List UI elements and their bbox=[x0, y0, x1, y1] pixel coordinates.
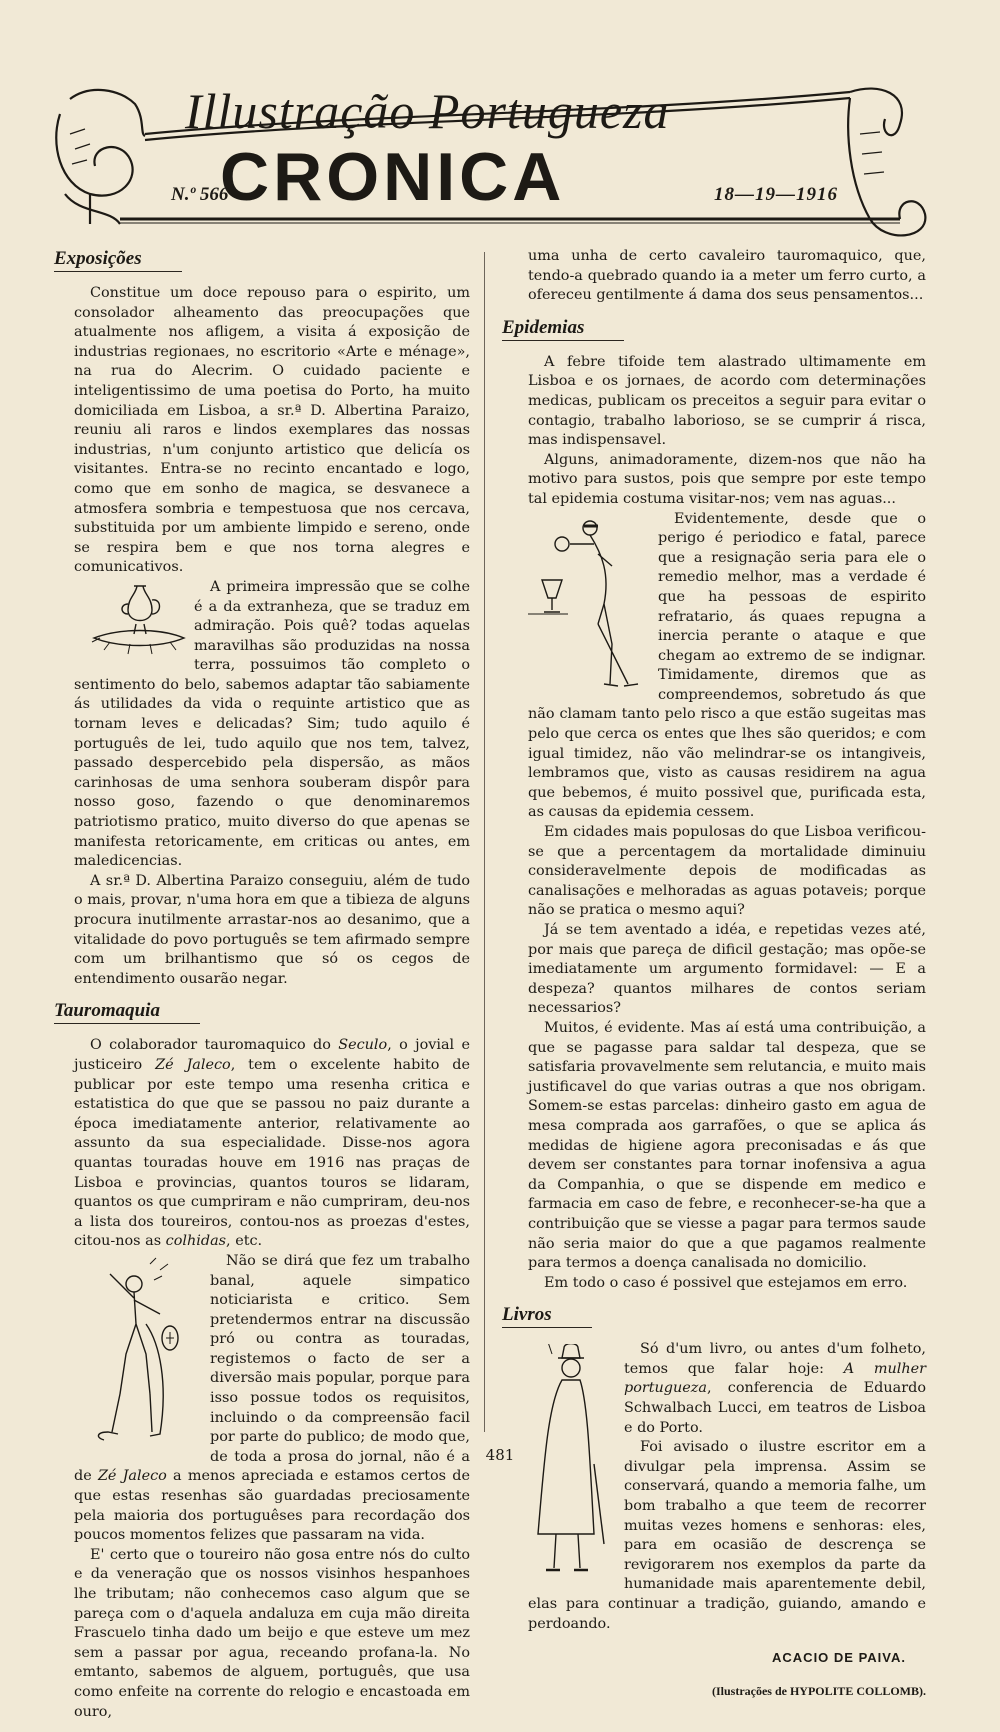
livros-paragraph: Só d'um livro, ou antes d'um folheto, temos que falar hoje: A mulher portugueza, conferencia de Eduardo Schwalbach Lucci, em teatros de Lisboa e do Porto. bbox=[528, 1340, 926, 1438]
heading-tauromaquia: Tauromaquia bbox=[54, 999, 200, 1024]
exposicoes-paragraph: Constitue um doce repouso para o espirito, um consolador alheamento das preocupações que atualmente nos afligem, a visita á exposição de industrias regionaes, no escritorio «Arte e ménage», na rua do Alecrim. O cuidado paciente e inteligentissimo de uma poetisa do Porto, ha muito domiciliada em Lisboa, a sr.ª D. Albertina Paraizo, reuniu ali raros e lindos exemplares das nossas industrias, n'um conjunto artistico que delicía os visitantes. Entra-se no recinto encantado e logo, como que em sonho de magica, se desvanece a atmosfera sombria e tempestuosa que nos cercava, substituida por um ambiente limpido e sereno, onde se respira bem e que nos torna alegres e comunicativos. bbox=[74, 285, 470, 576]
column-divider bbox=[484, 252, 485, 1432]
epidemias-paragraph: Já se tem aventado a idéa, e repetidas vezes até, por mais que pareça de dificil gestação; mas opõe-se imediatamente um argumento formidavel: — E a despeza? quantos milhares de contos seriam necessarios? bbox=[528, 922, 926, 1017]
illustration-credits: (Ilustrações de HYPOLITE COLLOMB). bbox=[711, 1683, 926, 1698]
author-signature: ACACIO DE PAIVA. bbox=[772, 1650, 906, 1666]
masthead-section-title: CRONICA bbox=[220, 139, 566, 215]
tauromaquia-paragraph: O colaborador tauromaquico do Seculo, o jovial e justiceiro Zé Jaleco, tem o excelente habito de publicar por este tempo uma resenha critica e estatistica do que que se passou no paiz durante a época imediatamente anterior, relativamente ao assunto da sua especialidade. Disse-nos agora quantas touradas houve em 1916 nas praças de Lisboa e provincias, quantos touros se lidaram, quantos os que cumpriram e não cumpriram, deu-nos a lista dos toureiros, contou-nos as proezas d'estes, citou-nos as colhidas, etc. bbox=[74, 1037, 471, 1250]
epidemias-paragraph: A febre tifoide tem alastrado ultimamente em Lisboa e os jornaes, de acordo com determinações medicas, publicam os preceitos a seguir para evitar o contagio, trabalho laborioso, se se cumprir á risca, mas indispensavel. bbox=[528, 353, 926, 449]
section-exposicoes bbox=[54, 247, 470, 989]
man-with-magnifier-illustration bbox=[512, 514, 648, 701]
livros-paragraph: Foi avisado o ilustre escritor em a divulgar pela imprensa. Assim se conservará, quando a memoria falhe, um bom trabalho a que teem de recorrer muitas vezes homens e senhoras: eles, para em ocasião de descrença se revigorarem nos exemplos da parte da humanidade mais aparentemente debil, elas para continuar a tradição, guiando, amando e perdoando. bbox=[528, 1439, 926, 1632]
heading-livros: Livros bbox=[502, 1303, 592, 1328]
right-column bbox=[502, 247, 927, 1711]
epidemias-paragraph: Evidentemente, desde que o perigo é periodico e fatal, parece que a resignação seria para ele o remedio melhor, mas a verdade é que ha pessoas de espirito refratario, ás quaes repugna a inercia perante o ataque e que chegam ao extremo de se indignar. Timidamente, diremos que as compreendemos, sobretudo ás que não clamam tanto pelo risco a que estão sugeitas mas pelo que cerca os entes que lhes são queridos; e com igual timidez, não vão melindrar-se os intangiveis, lembramos que, visto as causas residirem na agua que bebemos, é muito possivel que, purificada esta, as causas da epidemia cessem. bbox=[528, 510, 926, 824]
exposicoes-paragraph: A sr.ª D. Albertina Paraizo conseguiu, além de tudo o mais, provar, n'uma hora em que a tibieza de alguns procura inutilmente arrastar-nos ao desanimo, que a vitalidade do povo português se tem afirmado sempre com um brilhantismo que só os cegos de entendimento ousarão negar. bbox=[74, 872, 470, 987]
masthead-title: Illustração Portugueza bbox=[185, 83, 670, 139]
tauromaquia-paragraph: E' certo que o toureiro não gosa entre nós do culto e da veneração que os nossos visinhos hespanhoes lhe tributam; não conhecemos caso algum que se pareça com o d'aquela andaluza em cuja mão direita Frascuelo tinha dado um beijo e que esteve um mez sem a passar por agua, receando profana-la. No emtanto, sabemos de alguem, português, que usa como enfeite na corrente do relogio e encastoada em ouro, bbox=[74, 1546, 470, 1720]
epidemias-paragraph: Em todo o caso é possivel que estejamos em erro. bbox=[544, 1274, 908, 1291]
epidemias-paragraph: Alguns, animadoramente, dizem-nos que não ha motivo para sustos, pois que sempre por este tempo tal epidemia costuma visitar-nos; vem nas aguas... bbox=[528, 451, 926, 507]
section-epidemias bbox=[502, 316, 926, 1294]
tauromaquia-paragraph-continued: uma unha de certo cavaleiro tauromaquico, que, tendo-a quebrado quando ia a meter um ferro curto, a ofereceu gentilmente á dama dos seus pensamentos... bbox=[528, 248, 926, 304]
epidemias-paragraph: Muitos, é evidente. Mas aí está uma contribuição, a que se pagasse para saldar tal despeza, que se satisfaria provavelmente sem relutancia, e muito mais justificavel do que varias outras a que nos obrigam. Somem-se estas parcelas: dinheiro gasto em agua de mesa comprada aos garrafões, o que se aplica ás medidas de higiene agora preconisadas e ás que devem ser constantes para tornar inofensiva a agua da Companhia, o que se dispende em medico e farmacia em caso de febre, e reconhecer-se-ha que a contribuição que se viesse a pagar para termos saude não seria maior do que a que pagamos realmente para termos a doença canalisada no domicilio. bbox=[528, 1019, 926, 1272]
exposicoes-paragraph: A primeira impressão que se colhe é a da extranheza, que se traduz em admiração. Pois quê? todas aquelas maravilhas são produzidas na nossa terra, possuimos tão completo o sentimento do belo, sabemos adaptar tão sabiamente ás utilidades da vida o requinte artistico que as tornam leves e delicadas? Sim; tudo aquilo é português de lei, tudo aquilo que nos tem, talvez, passado despercebido pela dispersão, as mãos carinhosas de uma senhora souberam dispôr para nosso goso, fazendo o que denominaremos patriotismo pratico, muito diverso do que apenas se manifesta retoricamente, em criticas ou antes, em maledicencias. bbox=[74, 578, 470, 870]
issue-number: N.º 566 bbox=[171, 184, 229, 205]
tauromaquia-paragraph: Não se dirá que fez um trabalho banal, aquele simpatico noticiarista e critico. Sem pretendermos entrar na discussão pró ou contra as touradas, registemos o facto de ser a diversão mais popular, porque para isso possue todos os requisitos, incluindo o da compreensão facil por parte do publico; de modo que, de toda a prosa do jornal, não é a de Zé Jaleco a menos apreciada e estamos certos de que estas resenhas são guardadas preciosamente pela maioria dos portuguêses para recordação dos poucos momentos felizes que passaram na vida. bbox=[74, 1252, 470, 1544]
heading-epidemias: Epidemias bbox=[502, 316, 624, 341]
left-column bbox=[54, 247, 471, 1732]
issue-date: 18—19—1916 bbox=[714, 184, 838, 205]
section-tauromaquia-continued bbox=[528, 247, 926, 306]
page-number: 481 bbox=[485, 1446, 515, 1464]
heading-exposicoes: Exposições bbox=[54, 247, 182, 272]
epidemias-paragraph: Em cidades mais populosas do que Lisboa verificou-se que a percentagem da mortalidade diminuiu consideravelmente depois de modificadas as canalisações e melhoradas as aguas potaveis; porque não se pratica o mesmo aqui? bbox=[528, 824, 926, 919]
vase-illustration bbox=[74, 580, 186, 665]
section-livros bbox=[502, 1303, 927, 1701]
section-tauromaquia bbox=[54, 999, 471, 1722]
toreador-illustration bbox=[74, 1254, 202, 1451]
